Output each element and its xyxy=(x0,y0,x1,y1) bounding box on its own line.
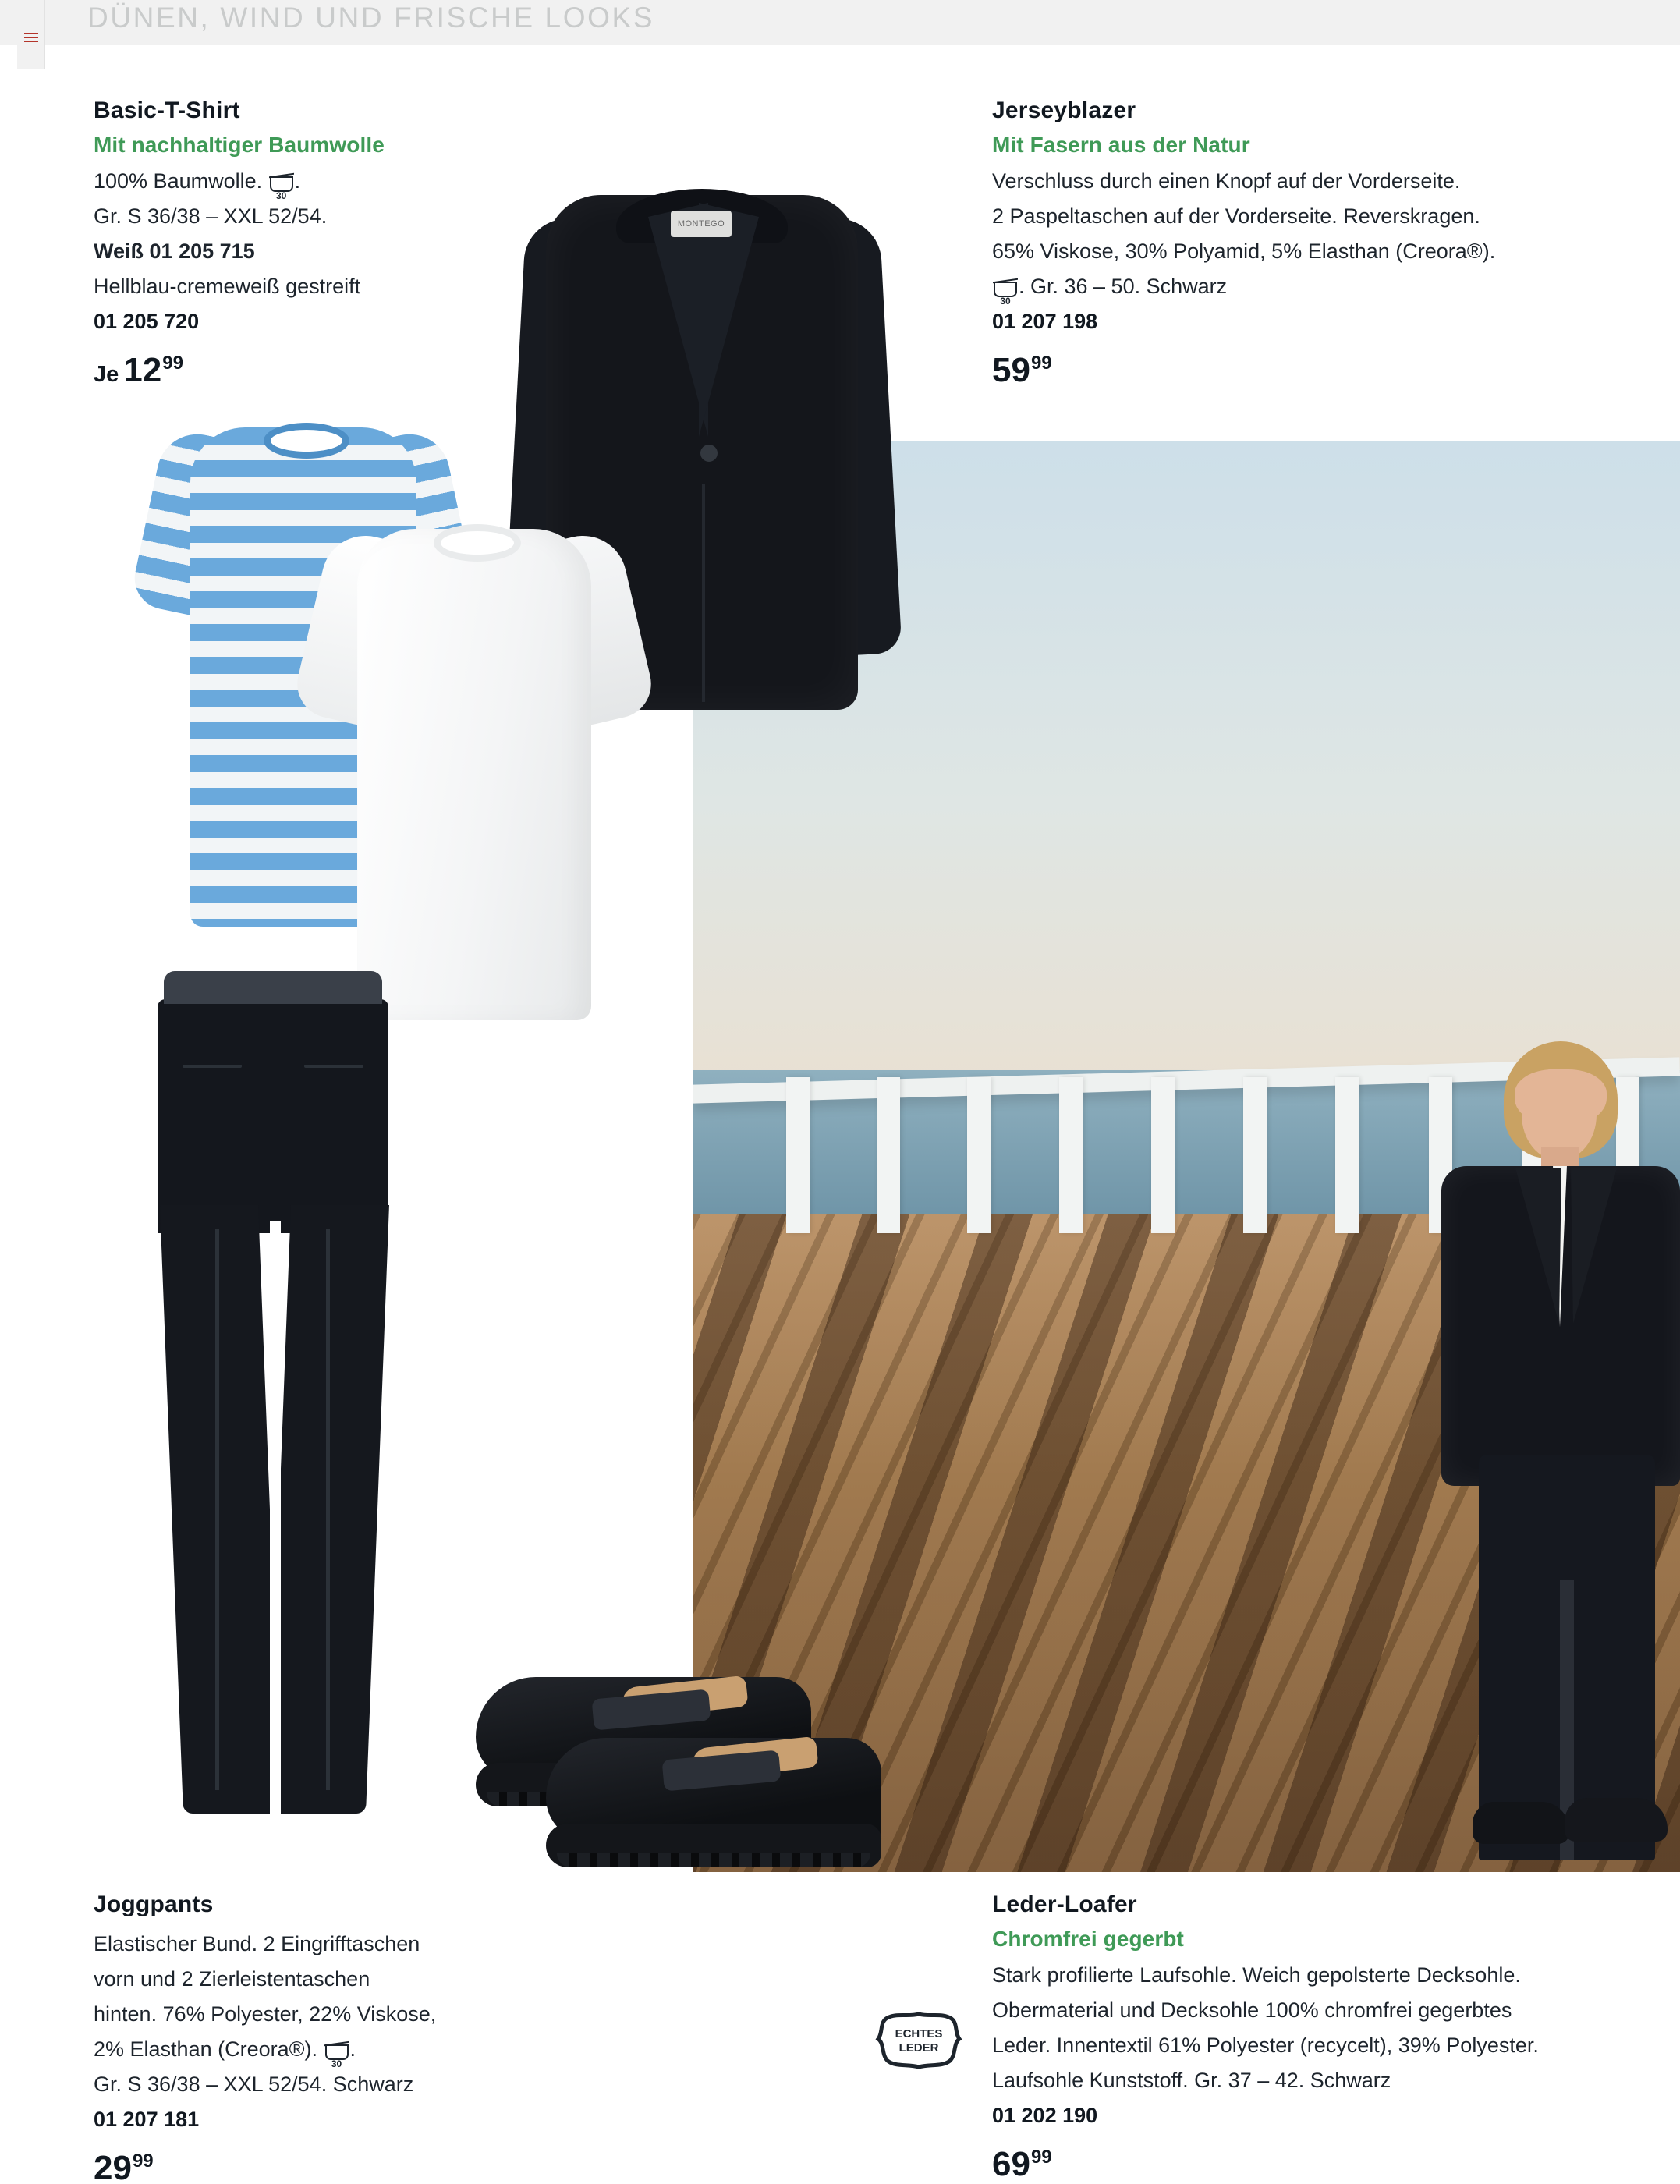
product-detail-line-4: 2% Elasthan (Creora®). 30 . xyxy=(94,2032,640,2067)
price-main: 29 xyxy=(94,2149,132,2184)
color-label-1: Weiß xyxy=(94,239,144,263)
svg-text:LEDER: LEDER xyxy=(898,2041,939,2055)
price-prefix: Je xyxy=(94,362,119,387)
price-main: 69 xyxy=(992,2145,1030,2183)
product-detail-line: 100% Baumwolle. 30 . xyxy=(94,164,640,199)
product-price xyxy=(94,2151,640,2184)
material-text: 2% Elasthan (Creora®). xyxy=(94,2037,318,2061)
wash-temp-label: 30 xyxy=(1000,296,1011,307)
price-main: 12 xyxy=(123,351,162,389)
product-subtitle: Mit Fasern aus der Natur xyxy=(992,133,1250,157)
artnum: 01 207 181 xyxy=(94,2108,200,2131)
price-cents: 99 xyxy=(1030,2147,1052,2168)
product-title: Leder-Loafer xyxy=(992,1892,1137,1917)
product-price xyxy=(992,2147,1663,2182)
product-image-leder-loafer xyxy=(452,1677,952,1927)
blazer-button xyxy=(700,445,718,462)
material-text: 100% Baumwolle. xyxy=(94,169,263,193)
section-tab-marker xyxy=(17,0,45,69)
page-headline: DÜNEN, WIND UND FRISCHE LOOKS xyxy=(87,2,655,34)
product-detail-line-1: Stark profilierte Laufsohle. Weich gepolsterte Decksohle. xyxy=(992,1963,1521,1987)
product-title: Basic-T-Shirt xyxy=(94,98,240,123)
loafer-front xyxy=(546,1738,881,1878)
product-size-line: Gr. S 36/38 – XXL 52/54. xyxy=(94,204,328,228)
artnum-2: 01 205 720 xyxy=(94,310,200,333)
model-shoe-left xyxy=(1473,1802,1569,1844)
product-detail-line-1: Verschluss durch einen Knopf auf der Vorderseite. xyxy=(992,169,1461,193)
product-block-jerseyblazer xyxy=(992,98,1647,388)
size-text: . Gr. 36 – 50. Schwarz xyxy=(1019,275,1228,298)
product-subtitle: Chromfrei gegerbt xyxy=(992,1927,1184,1951)
wash-30-icon xyxy=(325,2041,349,2069)
product-block-leder-loafer xyxy=(992,1892,1663,2182)
product-size-line: Gr. S 36/38 – XXL 52/54. Schwarz xyxy=(94,2072,414,2096)
artnum-1: 01 205 715 xyxy=(149,239,255,263)
artnum: 01 202 190 xyxy=(992,2104,1098,2127)
product-image-basic-t-shirt-white xyxy=(310,491,638,1022)
product-image-joggpants xyxy=(117,971,429,1825)
wash-temp-label: 30 xyxy=(331,2058,342,2069)
product-title: Joggpants xyxy=(94,1892,214,1917)
menu-bars-icon xyxy=(24,33,38,44)
product-subtitle: Mit nachhaltiger Baumwolle xyxy=(94,133,385,157)
product-detail-line-2: vorn und 2 Zierleistentaschen xyxy=(94,1967,370,1991)
model-shoe-right xyxy=(1565,1798,1668,1842)
svg-text:ECHTES: ECHTES xyxy=(895,2027,943,2040)
price-main: 59 xyxy=(992,351,1030,389)
product-price xyxy=(992,353,1647,388)
wash-temp-label: 30 xyxy=(275,190,287,201)
product-title: Jerseyblazer xyxy=(992,98,1136,123)
product-detail-line-3: Leder. Innentextil 61% Polyester (recycelt), 39% Polyester. xyxy=(992,2033,1539,2057)
wash-30-icon xyxy=(994,278,1017,307)
product-detail-line-4: Laufsohle Kunststoff. Gr. 37 – 42. Schwarz xyxy=(992,2069,1391,2092)
product-detail-line-3: 65% Viskose, 30% Polyamid, 5% Elasthan (Creora®). xyxy=(992,239,1496,263)
product-size-line xyxy=(992,269,1647,307)
echtes-leder-icon xyxy=(875,1997,962,2084)
product-detail-line-3: hinten. 76% Polyester, 22% Viskose, xyxy=(94,2002,437,2026)
brand-label: MONTEGO xyxy=(671,211,732,237)
artnum: 01 207 198 xyxy=(992,310,1098,333)
product-block-joggpants xyxy=(94,1892,640,2184)
product-detail-line-2: 2 Paspeltaschen auf der Vorderseite. Reverskragen. xyxy=(992,204,1480,228)
price-cents: 99 xyxy=(1030,353,1052,374)
price-cents: 99 xyxy=(162,353,183,374)
product-detail-line-2: Obermaterial und Decksohle 100% chromfrei gegerbtes xyxy=(992,1998,1512,2022)
wash-30-icon xyxy=(270,173,293,201)
product-color-line-2: Hellblau-cremeweiß gestreift xyxy=(94,275,361,298)
price-cents: 99 xyxy=(132,2150,154,2172)
product-detail-line-1: Elastischer Bund. 2 Eingrifftaschen xyxy=(94,1932,420,1955)
